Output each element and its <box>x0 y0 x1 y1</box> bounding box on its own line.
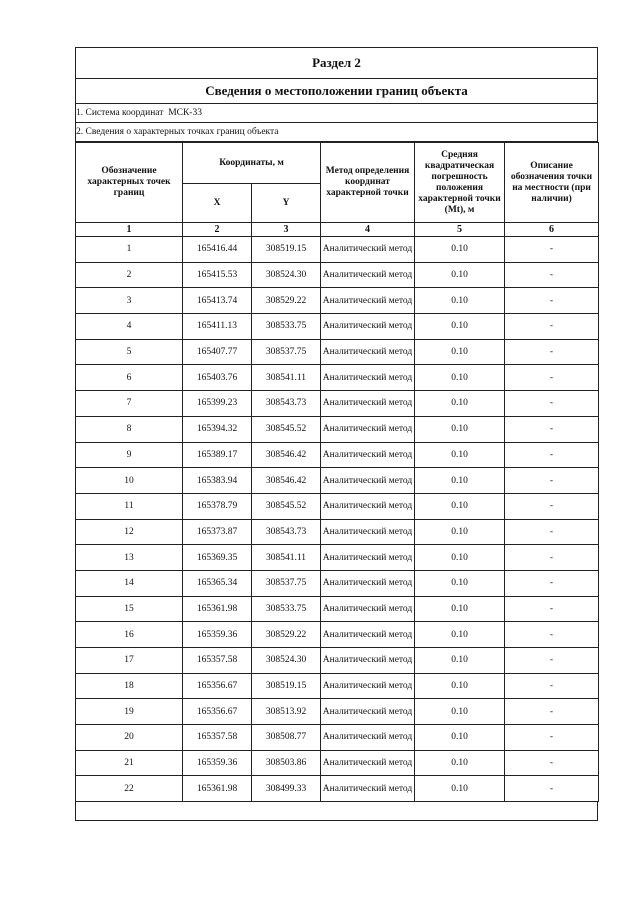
table-row <box>76 416 599 442</box>
point-number: 5 <box>76 339 183 365</box>
coord-x: 165415.53 <box>183 262 252 288</box>
table-row <box>76 750 599 776</box>
column-number: 1 <box>76 223 183 237</box>
point-number: 7 <box>76 391 183 417</box>
method: Аналитический метод <box>321 493 415 519</box>
points-table <box>75 142 599 802</box>
point-number: 6 <box>76 365 183 391</box>
table-row <box>76 339 599 365</box>
method: Аналитический метод <box>321 442 415 468</box>
method: Аналитический метод <box>321 776 415 802</box>
table-row <box>76 237 599 263</box>
mt-error: 0.10 <box>415 262 505 288</box>
point-number: 12 <box>76 519 183 545</box>
coord-x: 165378.79 <box>183 493 252 519</box>
column-number: 3 <box>252 223 321 237</box>
header-coordinates: Координаты, м <box>183 143 321 184</box>
coord-x: 165369.35 <box>183 545 252 571</box>
coord-x: 165403.76 <box>183 365 252 391</box>
coord-y: 308545.52 <box>252 493 321 519</box>
table-row <box>76 365 599 391</box>
point-number: 22 <box>76 776 183 802</box>
column-number: 4 <box>321 223 415 237</box>
coord-x: 165361.98 <box>183 776 252 802</box>
table-row <box>76 673 599 699</box>
column-number: 2 <box>183 223 252 237</box>
table-row <box>76 622 599 648</box>
point-number: 3 <box>76 288 183 314</box>
point-number: 18 <box>76 673 183 699</box>
mt-error: 0.10 <box>415 468 505 494</box>
coord-x: 165361.98 <box>183 596 252 622</box>
mt-error: 0.10 <box>415 699 505 725</box>
coord-x: 165394.32 <box>183 416 252 442</box>
header-x: X <box>183 184 252 223</box>
section-header <box>75 47 598 142</box>
header-error: Средняя квадратическая погрешность положения характерной точки (Mt), м <box>415 143 505 223</box>
table-row <box>76 648 599 674</box>
mt-error: 0.10 <box>415 519 505 545</box>
coord-y: 308537.75 <box>252 570 321 596</box>
point-number: 15 <box>76 596 183 622</box>
method: Аналитический метод <box>321 570 415 596</box>
mt-error: 0.10 <box>415 339 505 365</box>
method: Аналитический метод <box>321 314 415 340</box>
method: Аналитический метод <box>321 339 415 365</box>
coord-y: 308541.11 <box>252 365 321 391</box>
point-description: - <box>505 596 599 622</box>
point-description: - <box>505 314 599 340</box>
coord-y: 308513.92 <box>252 699 321 725</box>
point-number: 11 <box>76 493 183 519</box>
table-footer <box>75 802 598 821</box>
header-description: Описание обозначения точки на местности (при наличии) <box>505 143 599 223</box>
point-description: - <box>505 750 599 776</box>
header-method: Метод определения координат характерной точки <box>321 143 415 223</box>
method: Аналитический метод <box>321 725 415 751</box>
coord-x: 165357.58 <box>183 725 252 751</box>
column-number: 5 <box>415 223 505 237</box>
point-description: - <box>505 288 599 314</box>
method: Аналитический метод <box>321 237 415 263</box>
method: Аналитический метод <box>321 750 415 776</box>
point-number: 10 <box>76 468 183 494</box>
coord-y: 308533.75 <box>252 314 321 340</box>
coord-y: 308529.22 <box>252 288 321 314</box>
coord-y: 308546.42 <box>252 442 321 468</box>
point-description: - <box>505 725 599 751</box>
mt-error: 0.10 <box>415 288 505 314</box>
method: Аналитический метод <box>321 365 415 391</box>
mt-error: 0.10 <box>415 750 505 776</box>
point-description: - <box>505 570 599 596</box>
coord-y: 308524.30 <box>252 648 321 674</box>
table-row <box>76 493 599 519</box>
point-description: - <box>505 391 599 417</box>
points-title: 2. Сведения о характерных точках границ объекта <box>76 123 598 142</box>
method: Аналитический метод <box>321 596 415 622</box>
coord-y: 308519.15 <box>252 673 321 699</box>
point-description: - <box>505 416 599 442</box>
mt-error: 0.10 <box>415 493 505 519</box>
point-number: 2 <box>76 262 183 288</box>
mt-error: 0.10 <box>415 416 505 442</box>
mt-error: 0.10 <box>415 237 505 263</box>
coord-y: 308543.73 <box>252 391 321 417</box>
coordinate-system-label: 1. Система координат <box>76 108 164 118</box>
point-number: 20 <box>76 725 183 751</box>
coord-y: 308537.75 <box>252 339 321 365</box>
mt-error: 0.10 <box>415 622 505 648</box>
method: Аналитический метод <box>321 673 415 699</box>
mt-error: 0.10 <box>415 776 505 802</box>
table-row <box>76 725 599 751</box>
coord-x: 165411.13 <box>183 314 252 340</box>
coord-x: 165407.77 <box>183 339 252 365</box>
coord-y: 308529.22 <box>252 622 321 648</box>
coord-y: 308546.42 <box>252 468 321 494</box>
table-row <box>76 776 599 802</box>
point-description: - <box>505 262 599 288</box>
point-number: 9 <box>76 442 183 468</box>
column-number: 6 <box>505 223 599 237</box>
mt-error: 0.10 <box>415 570 505 596</box>
coord-x: 165399.23 <box>183 391 252 417</box>
mt-error: 0.10 <box>415 596 505 622</box>
method: Аналитический метод <box>321 699 415 725</box>
section-subtitle: Сведения о местоположении границ объекта <box>76 79 598 104</box>
mt-error: 0.10 <box>415 673 505 699</box>
point-description: - <box>505 545 599 571</box>
table-row <box>76 699 599 725</box>
point-description: - <box>505 442 599 468</box>
coord-x: 165359.36 <box>183 622 252 648</box>
coord-x: 165389.17 <box>183 442 252 468</box>
table-row <box>76 596 599 622</box>
table-row <box>76 442 599 468</box>
method: Аналитический метод <box>321 648 415 674</box>
point-description: - <box>505 237 599 263</box>
point-number: 17 <box>76 648 183 674</box>
coord-x: 165365.34 <box>183 570 252 596</box>
table-row <box>76 468 599 494</box>
point-number: 14 <box>76 570 183 596</box>
point-number: 4 <box>76 314 183 340</box>
coord-x: 165413.74 <box>183 288 252 314</box>
coord-y: 308519.15 <box>252 237 321 263</box>
mt-error: 0.10 <box>415 725 505 751</box>
table-row <box>76 519 599 545</box>
table-row <box>76 314 599 340</box>
coord-y: 308541.11 <box>252 545 321 571</box>
document-page <box>75 47 598 821</box>
table-row <box>76 570 599 596</box>
column-numbers-row <box>76 223 599 237</box>
point-number: 21 <box>76 750 183 776</box>
coord-y: 308499.33 <box>252 776 321 802</box>
table-row <box>76 391 599 417</box>
coord-x: 165359.36 <box>183 750 252 776</box>
method: Аналитический метод <box>321 416 415 442</box>
method: Аналитический метод <box>321 519 415 545</box>
method: Аналитический метод <box>321 622 415 648</box>
point-description: - <box>505 673 599 699</box>
point-description: - <box>505 622 599 648</box>
mt-error: 0.10 <box>415 365 505 391</box>
mt-error: 0.10 <box>415 314 505 340</box>
point-number: 16 <box>76 622 183 648</box>
mt-error: 0.10 <box>415 442 505 468</box>
point-description: - <box>505 699 599 725</box>
coord-x: 165356.67 <box>183 699 252 725</box>
point-description: - <box>505 648 599 674</box>
method: Аналитический метод <box>321 391 415 417</box>
coord-x: 165356.67 <box>183 673 252 699</box>
coord-y: 308508.77 <box>252 725 321 751</box>
header-designation: Обозначение характерных точек границ <box>76 143 183 223</box>
coord-y: 308533.75 <box>252 596 321 622</box>
coord-y: 308545.52 <box>252 416 321 442</box>
section-title: Раздел 2 <box>76 48 598 79</box>
point-description: - <box>505 339 599 365</box>
point-description: - <box>505 493 599 519</box>
coord-y: 308543.73 <box>252 519 321 545</box>
mt-error: 0.10 <box>415 648 505 674</box>
mt-error: 0.10 <box>415 545 505 571</box>
point-number: 8 <box>76 416 183 442</box>
method: Аналитический метод <box>321 545 415 571</box>
coord-x: 165383.94 <box>183 468 252 494</box>
point-description: - <box>505 776 599 802</box>
point-description: - <box>505 519 599 545</box>
coord-y: 308503.86 <box>252 750 321 776</box>
mt-error: 0.10 <box>415 391 505 417</box>
coord-x: 165416.44 <box>183 237 252 263</box>
header-y: Y <box>252 184 321 223</box>
point-number: 13 <box>76 545 183 571</box>
method: Аналитический метод <box>321 288 415 314</box>
point-number: 19 <box>76 699 183 725</box>
coordinate-system-value: МСК-33 <box>168 108 202 118</box>
method: Аналитический метод <box>321 262 415 288</box>
table-row <box>76 288 599 314</box>
table-row <box>76 545 599 571</box>
coord-x: 165357.58 <box>183 648 252 674</box>
table-row <box>76 262 599 288</box>
coordinate-system-line <box>76 104 598 123</box>
coord-y: 308524.30 <box>252 262 321 288</box>
method: Аналитический метод <box>321 468 415 494</box>
point-description: - <box>505 365 599 391</box>
coord-x: 165373.87 <box>183 519 252 545</box>
point-number: 1 <box>76 237 183 263</box>
point-description: - <box>505 468 599 494</box>
